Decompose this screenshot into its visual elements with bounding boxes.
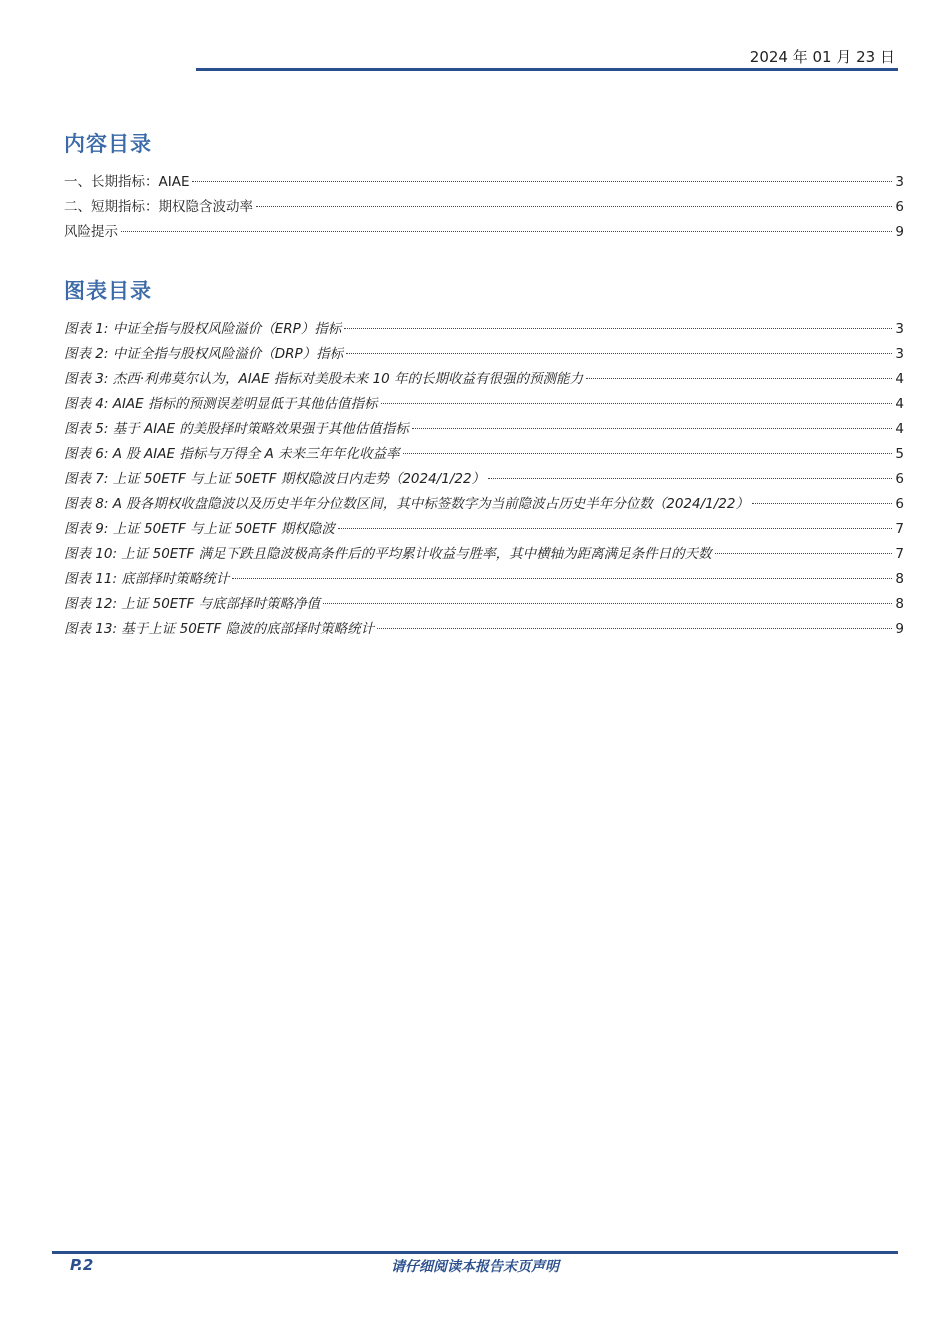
toc-entry-title: 风险提示 (64, 224, 118, 240)
figure-entry-title: 图表 4: AIAE 指标的预测误差明显低于其他估值指标 (64, 396, 378, 412)
page-number: P.2 (70, 1256, 94, 1274)
figure-entry[interactable] (64, 492, 904, 517)
footer-rule (52, 1251, 898, 1254)
figure-entry[interactable] (64, 392, 904, 417)
toc-entry-title: 一、长期指标：AIAE (64, 174, 190, 190)
figure-entry-page: 6 (895, 496, 904, 512)
dot-leader (377, 628, 892, 629)
figure-entry-page: 6 (895, 471, 904, 487)
figures-list (64, 317, 904, 642)
figure-entry[interactable] (64, 517, 904, 542)
toc-entry-page: 9 (895, 224, 904, 240)
toc-entry[interactable] (64, 195, 904, 220)
figure-entry-page: 3 (895, 321, 904, 337)
figure-entry[interactable] (64, 417, 904, 442)
toc-entry[interactable] (64, 170, 904, 195)
dot-leader (323, 603, 892, 604)
toc-entry-page: 3 (895, 174, 904, 190)
figure-entry-page: 3 (895, 346, 904, 362)
figure-entry-page: 4 (895, 371, 904, 387)
figure-entry[interactable] (64, 467, 904, 492)
figure-entry[interactable] (64, 542, 904, 567)
figure-entry[interactable] (64, 592, 904, 617)
dot-leader (192, 181, 892, 182)
figure-entry-title: 图表 10: 上证 50ETF 满足下跌且隐波极高条件后的平均累计收益与胜率，其中横轴为距离满足条件日的天数 (64, 546, 712, 562)
dot-leader (232, 578, 892, 579)
figure-entry-title: 图表 12: 上证 50ETF 与底部择时策略净值 (64, 596, 321, 612)
figure-entry-title: 图表 2: 中证全指与股权风险溢价（DRP）指标 (64, 346, 344, 362)
report-date: 2024 年 01 月 23 日 (749, 48, 895, 66)
figure-entry-title: 图表 3: 杰西·利弗莫尔认为，AIAE 指标对美股未来 10 年的长期收益有很强的预测能力 (64, 371, 584, 387)
contents-title: 内容目录 (64, 132, 152, 156)
contents-list (64, 170, 904, 245)
dot-leader (381, 403, 893, 404)
figure-entry[interactable] (64, 617, 904, 642)
figures-title: 图表目录 (64, 279, 152, 303)
figure-entry[interactable] (64, 342, 904, 367)
header-rule (196, 68, 898, 71)
figure-entry-title: 图表 11: 底部择时策略统计 (64, 571, 230, 587)
figure-entry-page: 4 (895, 421, 904, 437)
figure-entry-page: 8 (895, 596, 904, 612)
dot-leader (121, 231, 892, 232)
figure-entry-title: 图表 13: 基于上证 50ETF 隐波的底部择时策略统计 (64, 621, 375, 637)
figure-entry[interactable] (64, 367, 904, 392)
figure-entry[interactable] (64, 442, 904, 467)
dot-leader (403, 453, 893, 454)
dot-leader (586, 378, 892, 379)
dot-leader (344, 328, 892, 329)
dot-leader (412, 428, 893, 429)
figure-entry-title: 图表 1: 中证全指与股权风险溢价（ERP）指标 (64, 321, 342, 337)
figure-entry-title: 图表 6: A 股 AIAE 指标与万得全 A 未来三年年化收益率 (64, 446, 400, 462)
figure-entry-title: 图表 7: 上证 50ETF 与上证 50ETF 期权隐波日内走势（2024/1/22） (64, 471, 486, 487)
dot-leader (715, 553, 893, 554)
figure-entry-page: 5 (895, 446, 904, 462)
figure-entry-page: 7 (895, 521, 904, 537)
figure-entry-page: 9 (895, 621, 904, 637)
figure-entry-title: 图表 8: A 股各期权收盘隐波以及历史半年分位数区间，其中标签数字为当前隐波占历史半年分位数（2024/1/22） (64, 496, 749, 512)
toc-entry-page: 6 (895, 199, 904, 215)
dot-leader (256, 206, 892, 207)
dot-leader (346, 353, 892, 354)
figure-entry[interactable] (64, 317, 904, 342)
figure-entry-page: 7 (895, 546, 904, 562)
dot-leader (752, 503, 892, 504)
figure-entry-page: 4 (895, 396, 904, 412)
dot-leader (488, 478, 892, 479)
toc-entry[interactable] (64, 220, 904, 245)
figure-entry-title: 图表 5: 基于 AIAE 的美股择时策略效果强于其他估值指标 (64, 421, 409, 437)
figure-entry[interactable] (64, 567, 904, 592)
figure-entry-title: 图表 9: 上证 50ETF 与上证 50ETF 期权隐波 (64, 521, 335, 537)
toc-entry-title: 二、短期指标：期权隐含波动率 (64, 199, 253, 215)
figure-entry-page: 8 (895, 571, 904, 587)
disclaimer-note: 请仔细阅读本报告末页声明 (391, 1259, 559, 1275)
dot-leader (338, 528, 893, 529)
